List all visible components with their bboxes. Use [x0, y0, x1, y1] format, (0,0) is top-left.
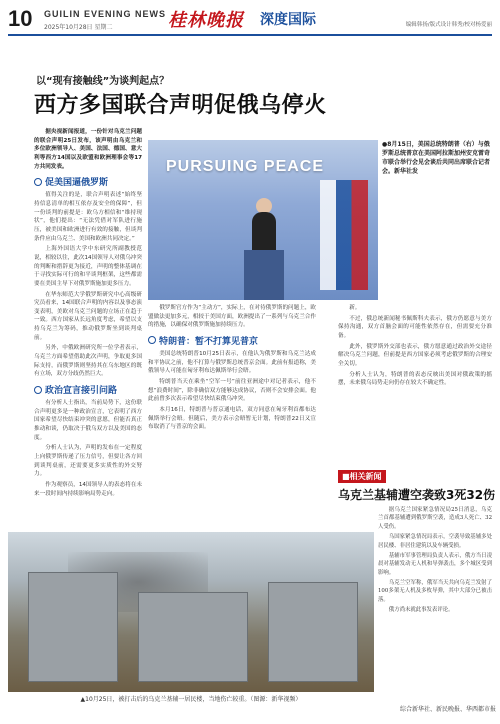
section3-heading: 特朗普：暂不打算见普京 [148, 334, 316, 347]
page-number: 10 [8, 6, 33, 31]
paper-logo: 桂林晚报 [168, 10, 244, 31]
section1-para: 值得关注的是，联合声明表述“始终坚持信息清单的相互依存及安全的保障”，但一份谈判的前提是：欧乌方相信和“维持现状”，他们提出：“无法凭借对军队进行施压，被美国和欧洲进行有效的接触，但谈判条件应由乌克兰、美国和欧洲共同决定。” [34, 192, 142, 242]
right-para: 分析人士认为，特朗普的表态反映出美国对俄政策的摇摆，未来俄乌局势走向仍存在较大不确定性。 [338, 371, 492, 387]
section2-heading: 政治宣言接引问路 [34, 383, 142, 396]
photo-summit [148, 140, 378, 300]
related-para: 乌国家紧急情况局表示，空袭导致基辅多处居民楼、非居住建筑以及车辆受损。 [378, 534, 492, 549]
section2-para: 分析人士认为，声明的发布在一定程度上向俄罗斯传递了压力信号，但要让各方回到谈判桌前，还需要更多实质性的外交努力。 [34, 445, 142, 478]
section-title: 深度国际 [260, 12, 316, 28]
section1-para: 另外，中俄欧洲研究所一位学者表示，乌克兰方面希望借助此次声明，争取更多国际支持，而俄罗斯则坚持其在乌东地区的既有立场，双方分歧仍然巨大。 [34, 345, 142, 378]
lead-paragraph: 据央视新闻报道，一份针对乌克兰问题的联合声明25日发布，该声明由乌克兰和多位欧洲领导人、美国、法国、德国、意大利等西方14国以及欧盟和欧洲理事会等17方共同发表。 [34, 129, 142, 170]
related-para: 俄方尚未就此事发表评论。 [388, 607, 454, 614]
photo-damaged-building [8, 532, 374, 692]
flags-graphic [320, 180, 368, 290]
article-kicker: 以“现有接触线”为谈判起点？ [36, 76, 170, 87]
circle-bullet-icon [34, 178, 42, 186]
right-para: 此外，俄罗斯外交部也表示，俄方愿意通过政治外交途径解决乌克兰问题，但前提是西方国家必须考虑俄罗斯的合理安全关切。 [338, 343, 492, 367]
masthead [8, 6, 492, 34]
building-graphic [138, 592, 248, 682]
right-para: 不过，俄总统新闻秘书佩斯科夫表示，俄方仍愿意与美方保持沟通，双方首脑会面的可能性依然存在，但需要充分准备。 [338, 315, 492, 339]
related-para: 乌克兰空军称，俄军当天共向乌克兰发射了100多架无人机及多枚导弹，其中大部分已被击落。 [378, 580, 492, 603]
section2-para: 作为观察员，14国领导人的表态将在未来一段时间内持续影响局势走向。 [34, 481, 142, 497]
related-news-body [378, 506, 492, 617]
right-para: 新。 [349, 305, 361, 311]
editors-credit: 编辑韩扬/版式设计韩秀/校对杨爱丽 [405, 22, 492, 28]
header-rule [8, 34, 492, 36]
building-graphic [268, 582, 358, 682]
photo-caption: ●8月15日，美国总统特朗普（右）与俄罗斯总统普京在美国阿拉斯加州安克雷奇市联合举行会见会谈后共同出席联合记者会。新华社发 [382, 141, 491, 175]
circle-bullet-icon [148, 336, 156, 344]
middle-para: 特朗普当天在乘坐“空军一号”前往亚洲途中对记者表示，他不想“浪费时间”，除非确信双方能够达成协议，否则不会安排会面。他此前曾多次表示希望尽快结束俄乌冲突。 [148, 378, 317, 403]
middle-para: 本月16日，特朗普与普京通电话，双方同意在匈牙利首都布达佩斯举行会晤。但随后，美方表示会晤暂无计划，特朗普22日又宣布取消了与普京的会面。 [148, 406, 316, 431]
related-news-title: 乌克兰基辅遭空袭致3死32伤 [338, 488, 496, 502]
related-para: 基辅市军事管理局负责人表示，俄方当日凌晨对基辅发动无人机和导弹袭击，多个城区受到影响。 [378, 552, 492, 576]
paper-name-en: GUILIN EVENING NEWS [44, 9, 167, 19]
circle-bullet-icon [34, 386, 42, 394]
section1-para: 在华东师范大学俄罗斯研究中心高级研究员看来，14国联合声明的内容以及事态演变表明，美欧对乌克兰问题的立场正在趋于一致。西方国家从长远角度考虑，希望以支持乌克兰为筹码，推动俄罗斯坐到谈判桌前。 [34, 291, 142, 341]
podium-graphic [244, 250, 284, 300]
right-column [338, 304, 492, 390]
middle-para: 美国总统特朗普10月25日表示，在他认为俄罗斯和乌克兰达成和平协议之前，他不打算与俄罗斯总统普京会面。此前有报道称，美俄领导人可能在匈牙利布达佩斯举行会晤。 [148, 350, 316, 375]
photo-banner-text: PURSUING PEACE [166, 158, 325, 175]
middle-column [148, 304, 316, 434]
section1-heading: 促美国逼俄罗斯 [34, 175, 142, 188]
article-byline: 综合新华社、新民晚报、华西都市报 [400, 706, 497, 713]
related-para: 据乌克兰国家紧急情况局25日消息，乌克兰首都基辅遭到俄罗斯空袭，造成3人死亡、32人受伤。 [378, 507, 492, 530]
section2-para: 有分析人士指出，当前局势下，这份联合声明更多是一种政治宣言，它表明了西方国家希望尽快结束冲突的意愿，但能否真正推动和谈，仍取决于俄乌双方以及美国的态度。 [34, 400, 142, 441]
article-headline: 西方多国联合声明促俄乌停火 [34, 93, 327, 118]
building-graphic [28, 572, 118, 682]
issue-date: 2025年10月28日 星期二 [44, 24, 113, 31]
section1-para: 上海外国语大学中东研究所副教授范说，相较以往，此次14国领导人对俄乌冲突的判断和措辞更为接近，声明的整体基调在于寻找实际可行的和平谈判框架，这些都需要在美国主导下对俄罗斯施加更多压力。 [34, 246, 142, 287]
related-news-tag: ■相关新闻 [338, 470, 386, 483]
bottom-photo-caption: ▲10月25日，被打击后的乌克兰基辅一居民楼，当地伤亡较重。（图源：新华视频） [80, 696, 302, 703]
left-column [34, 128, 142, 500]
middle-para: 俄罗斯官方作为“主动方”，实际上，在对待俄罗斯的问题上，欧盟做法更加多元，相较于美国方面，欧洲提出了一系列与乌克兰合作的措施，以确保对俄罗斯施加持续压力。 [148, 305, 317, 329]
